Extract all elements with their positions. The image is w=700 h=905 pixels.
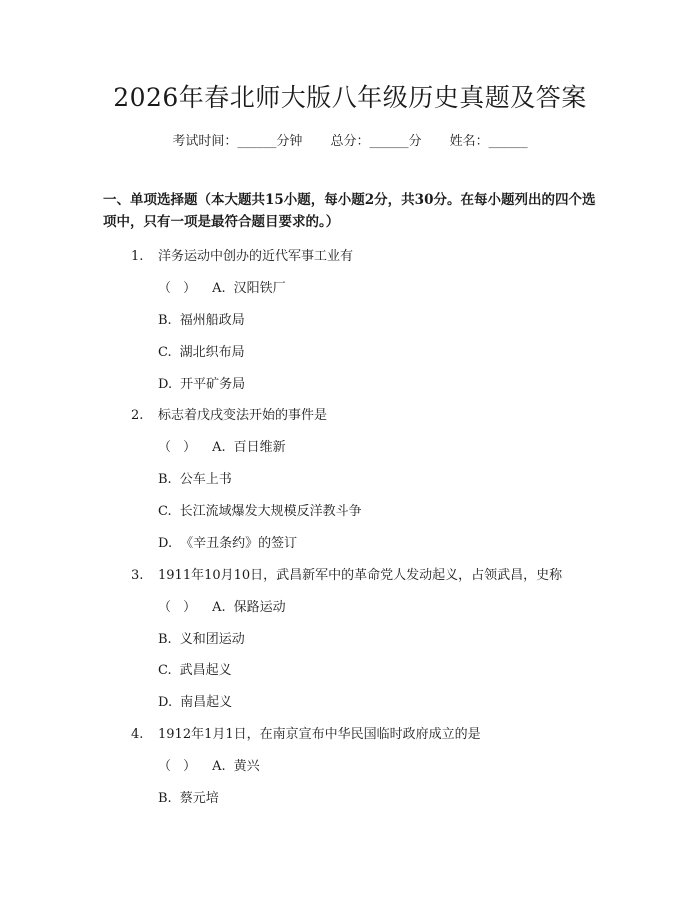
- exam-time-field: 考试时间：______分钟: [172, 134, 303, 149]
- option-letter: D.: [158, 536, 173, 551]
- option-1d: [158, 373, 245, 392]
- option-3a: [158, 596, 286, 615]
- option-text: 《辛丑条约》的签订: [180, 536, 298, 551]
- option-letter: A.: [212, 281, 226, 296]
- option-letter: D.: [158, 377, 173, 392]
- option-text: 蔡元培: [179, 791, 219, 806]
- page-title: 2026年春北师大版八年级历史真题及答案: [113, 83, 587, 112]
- question-text: 洋务运动中创办的近代军事工业有: [158, 249, 354, 264]
- total-score-field: 总分：______分: [330, 134, 422, 149]
- option-text: 黄兴: [233, 759, 260, 774]
- option-2d: [158, 532, 297, 551]
- option-letter: B.: [158, 632, 172, 647]
- option-text: 保路运动: [233, 600, 286, 615]
- option-3d: [158, 691, 232, 710]
- option-letter: B.: [158, 791, 172, 806]
- student-name-field: 姓名：______: [449, 134, 528, 149]
- section-heading: 一、单项选择题（本大题共15小题，每小题2分，共30分。在每小题列出的四个选项中，只有一项是最符合题目要求的。）: [103, 192, 596, 230]
- option-1b: [158, 309, 245, 328]
- answer-blank: （ ）: [158, 440, 201, 455]
- option-text: 公车上书: [179, 472, 232, 487]
- option-2c: [158, 500, 362, 519]
- option-letter: B.: [158, 472, 172, 487]
- option-letter: C.: [158, 663, 172, 678]
- option-letter: D.: [158, 695, 173, 710]
- question-number: 1.: [131, 249, 144, 264]
- option-letter: C.: [158, 345, 172, 360]
- question-1: [131, 245, 353, 264]
- option-text: 义和团运动: [179, 632, 245, 647]
- option-4a: [158, 755, 260, 774]
- option-text: 长江流域爆发大规模反洋教斗争: [179, 504, 362, 519]
- option-2a: [158, 436, 286, 455]
- question-text: 1911年10月10日，武昌新军中的革命党人发动起义，占领武昌，史称: [158, 568, 563, 583]
- option-text: 开平矿务局: [180, 377, 246, 392]
- option-3c: [158, 659, 232, 678]
- exam-meta: [0, 130, 700, 149]
- option-1c: [158, 341, 245, 360]
- option-letter: B.: [158, 313, 172, 328]
- option-4b: [158, 787, 219, 806]
- question-number: 3.: [131, 568, 144, 583]
- question-3: [131, 564, 562, 583]
- option-text: 湖北织布局: [179, 345, 245, 360]
- option-letter: C.: [158, 504, 172, 519]
- option-1a: [158, 277, 286, 296]
- option-3b: [158, 628, 245, 647]
- question-number: 4.: [131, 727, 144, 742]
- question-text: 标志着戊戌变法开始的事件是: [158, 408, 328, 423]
- option-text: 汉阳铁厂: [233, 281, 286, 296]
- option-text: 福州船政局: [179, 313, 245, 328]
- option-letter: A.: [212, 440, 226, 455]
- question-2: [131, 404, 327, 423]
- option-2b: [158, 468, 232, 487]
- answer-blank: （ ）: [158, 281, 201, 296]
- question-number: 2.: [131, 408, 144, 423]
- answer-blank: （ ）: [158, 759, 201, 774]
- question-text: 1912年1月1日，在南京宣布中华民国临时政府成立的是: [158, 727, 481, 742]
- option-text: 南昌起义: [180, 695, 233, 710]
- option-letter: A.: [212, 759, 226, 774]
- question-4: [131, 723, 481, 742]
- answer-blank: （ ）: [158, 600, 201, 615]
- option-text: 武昌起义: [179, 663, 232, 678]
- option-text: 百日维新: [233, 440, 286, 455]
- option-letter: A.: [212, 600, 226, 615]
